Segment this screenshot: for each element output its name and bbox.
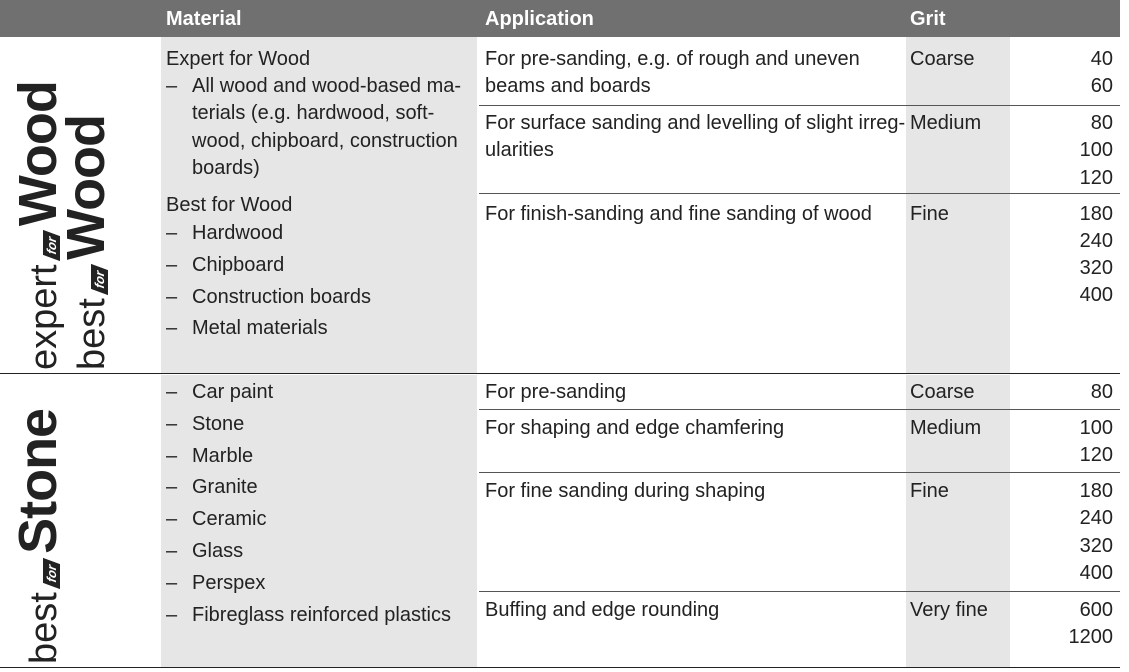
wood-grit-value: 120 [1079,167,1113,189]
list-dash: – [166,413,178,435]
stone-application: Buffing and edge rounding [485,599,720,621]
stone-application: For fine sanding during shaping [485,480,766,502]
list-dash: – [166,445,178,467]
wood-expert-item-line: wood, chipboard, construction [192,130,458,152]
wood-grit: Coarse [910,48,975,70]
logo-prefix: best [71,298,113,370]
row-divider [479,105,1120,106]
stone-grit-value: 1200 [1068,626,1113,648]
row-divider [479,591,1120,592]
stone-item: Car paint [192,381,274,403]
wood-application: For pre-sanding, e.g. of rough and uneven [485,48,860,70]
list-dash: – [166,508,178,530]
header-material: Material [166,8,242,30]
stone-grit-value: 320 [1079,535,1113,557]
table-header [0,0,1120,37]
list-dash: – [166,381,178,403]
stone-grit: Coarse [910,381,975,403]
stone-grit-value: 400 [1079,562,1113,584]
wood-grit: Medium [910,112,982,134]
wood-grit-value: 40 [1090,48,1113,70]
stone-grit-value: 120 [1079,444,1113,466]
wood-grit-value: 240 [1079,230,1113,252]
header-grit: Grit [910,8,946,30]
wood-expert-item-line: All wood and wood-based ma- [192,75,462,97]
stone-grit-value: 80 [1090,381,1113,403]
stone-item: Marble [192,445,254,467]
logo-for-badge: for [91,263,108,295]
list-dash: – [166,317,178,339]
best-for-stone-logo [7,409,69,664]
stone-item: Granite [192,476,258,498]
best-for-wood-logo [55,115,117,370]
stone-grit: Very fine [910,599,988,621]
list-dash: – [166,540,178,562]
stone-item: Ceramic [192,508,267,530]
stone-grit-value: 600 [1079,599,1113,621]
stone-grit-value: 100 [1079,417,1113,439]
logo-brand: Stone [8,408,68,554]
list-dash: – [166,254,178,276]
wood-best-title: Best for Wood [166,194,293,216]
logo-for-badge: for [43,229,60,261]
stone-grit-value: 240 [1079,507,1113,529]
wood-expert-item-line: terials (e.g. hardwood, soft- [192,102,435,124]
stone-item: Perspex [192,572,266,594]
stone-application: For pre-sanding [485,381,627,403]
stone-grit: Medium [910,417,982,439]
logo-for-badge: for [43,557,60,589]
wood-application: For finish-sanding and fine sanding of wood [485,203,872,225]
stone-grit: Fine [910,480,949,502]
list-dash: – [166,604,178,626]
wood-grit-value: 400 [1079,284,1113,306]
wood-application: ularities [485,139,554,161]
wood-grit-value: 80 [1090,112,1113,134]
wood-best-item: Hardwood [192,222,284,244]
wood-expert-item-line: boards) [192,157,260,179]
stone-item: Fibreglass reinforced plastics [192,604,451,626]
row-divider [479,193,1120,194]
wood-grit: Fine [910,203,949,225]
logo-brand: Wood [56,114,116,260]
list-dash: – [166,286,178,308]
stone-item: Glass [192,540,244,562]
wood-application: beams and boards [485,75,651,97]
stone-item: Stone [192,413,245,435]
stone-grit-value: 180 [1079,480,1113,502]
wood-grit-value: 320 [1079,257,1113,279]
header-application: Application [485,8,594,30]
wood-grit-value: 100 [1079,139,1113,161]
row-divider [479,409,1120,410]
section-divider [0,373,1120,374]
list-dash: – [166,476,178,498]
wood-application: For surface sanding and levelling of slight irreg- [485,112,906,134]
wood-best-item: Chipboard [192,254,285,276]
stone-application: For shaping and edge chamfering [485,417,785,439]
list-dash: – [166,75,178,97]
wood-best-item: Construction boards [192,286,371,308]
logo-brand: Wood [8,81,68,227]
logo-prefix: best [23,592,65,664]
table-bottom-rule [0,667,1120,668]
list-dash: – [166,222,178,244]
wood-grit-value: 180 [1079,203,1113,225]
row-divider [479,472,1120,473]
wood-expert-title: Expert for Wood [166,48,311,70]
wood-grit-value: 60 [1090,75,1113,97]
logo-prefix: expert [23,264,65,370]
list-dash: – [166,572,178,594]
wood-best-item: Metal materials [192,317,328,339]
